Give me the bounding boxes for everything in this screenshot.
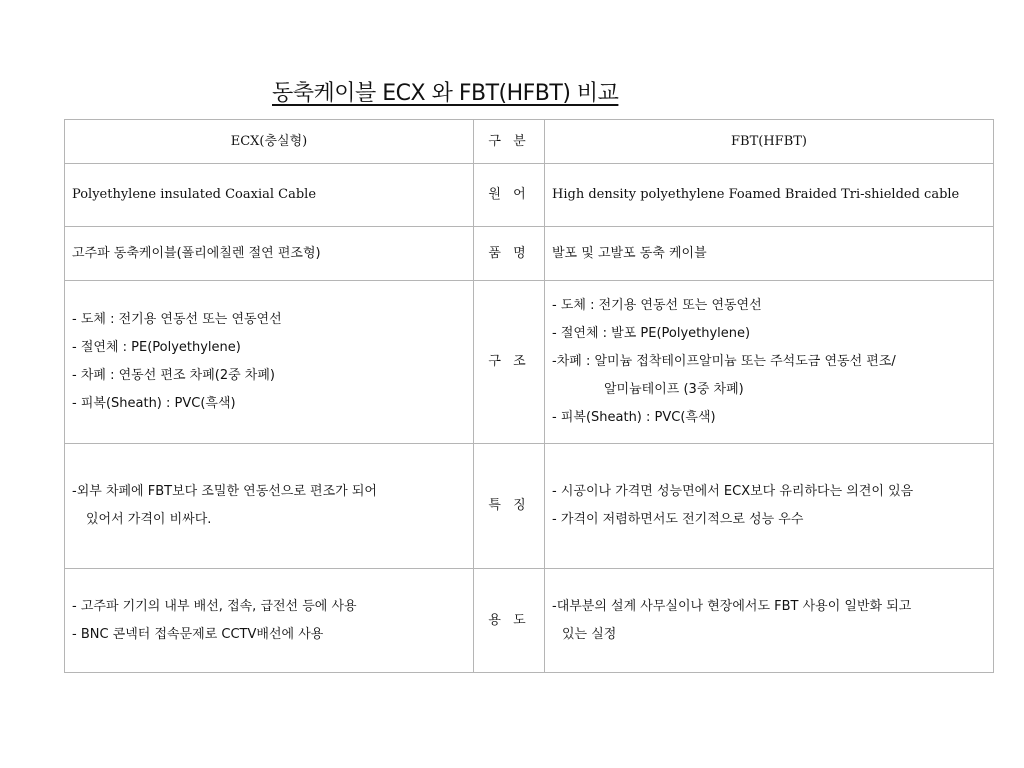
fbt-structure-line: 알미늄테이프 (3중 차폐) <box>604 382 744 397</box>
fbt-usage-cell <box>545 569 994 673</box>
ecx-usage-cell <box>65 569 474 673</box>
category-usage: 용 도 <box>474 569 545 673</box>
fbt-usage-line: 있는 실정 <box>562 626 617 642</box>
fbt-origin-cell <box>545 164 994 227</box>
fbt-structure-line: - 도체 : 전기용 연동선 또는 연동연선 <box>552 298 762 313</box>
header-category: 구 분 <box>474 120 545 164</box>
category-structure: 구 조 <box>474 281 545 444</box>
fbt-structure-cell <box>545 281 994 444</box>
table-row-product-name <box>65 227 994 281</box>
ecx-structure-line: - 피복(Sheath) : PVC(흑색) <box>72 396 236 411</box>
ecx-product-name-cell <box>65 227 474 281</box>
fbt-usage-line: -대부분의 설계 사무실이나 현장에서도 FBT 사용이 일반화 되고 <box>552 598 912 614</box>
comparison-table <box>64 119 994 673</box>
ecx-structure-line: - 차폐 : 연동선 편조 차폐(2중 차폐) <box>72 368 275 383</box>
ecx-features-line: -외부 차페에 FBT보다 조밀한 연동선으로 편조가 되어 <box>72 484 377 499</box>
table-row-usage <box>65 569 994 673</box>
ecx-structure-line: - 도체 : 전기용 연동선 또는 연동연선 <box>72 312 282 327</box>
fbt-features-cell <box>545 444 994 569</box>
ecx-structure-cell <box>65 281 474 444</box>
page-title: 동축케이블 ECX 와 FBT(HFBT) 비교 <box>272 81 619 106</box>
fbt-structure-line: - 절연체 : 발포 PE(Polyethylene) <box>552 326 751 341</box>
fbt-structure-line: - 피복(Sheath) : PVC(흑색) <box>552 410 716 425</box>
fbt-product-name-text: 발포 및 고발포 동축 케이블 <box>552 245 707 261</box>
fbt-product-name-cell <box>545 227 994 281</box>
category-features: 특 징 <box>474 444 545 569</box>
ecx-structure-line: - 절연체 : PE(Polyethylene) <box>72 340 241 355</box>
fbt-features-line: - 시공이나 가격면 성능면에서 ECX보다 유리하다는 의견이 있음 <box>552 484 914 499</box>
table-row-origin <box>65 164 994 227</box>
ecx-features-line: 있어서 가격이 비싸다. <box>86 512 212 527</box>
ecx-features-cell <box>65 444 474 569</box>
header-fbt: FBT(HFBT) <box>545 120 994 164</box>
table-header-row <box>65 120 994 164</box>
header-ecx: ECX(충실형) <box>65 120 474 164</box>
table-row-features <box>65 444 994 569</box>
category-origin: 원 어 <box>474 164 545 227</box>
fbt-structure-line: -차폐 : 알미늄 접착테이프알미늄 또는 주석도금 연동선 편조/ <box>552 354 896 369</box>
ecx-usage-line: - 고주파 기기의 내부 배선, 접속, 급전선 등에 사용 <box>72 598 357 614</box>
fbt-origin-text: High density polyethylene Foamed Braided Tri-shielded cable <box>552 187 960 202</box>
ecx-origin-cell <box>65 164 474 227</box>
ecx-origin-text: Polyethylene insulated Coaxial Cable <box>72 187 317 202</box>
table-row-structure <box>65 281 994 444</box>
ecx-usage-line: - BNC 콘넥터 접속문제로 CCTV배선에 사용 <box>72 626 324 642</box>
category-product-name: 품 명 <box>474 227 545 281</box>
ecx-product-name-text: 고주파 동축케이블(폴리에칠렌 절연 편조형) <box>72 245 321 261</box>
fbt-features-line: - 가격이 저렴하면서도 전기적으로 성능 우수 <box>552 512 804 527</box>
